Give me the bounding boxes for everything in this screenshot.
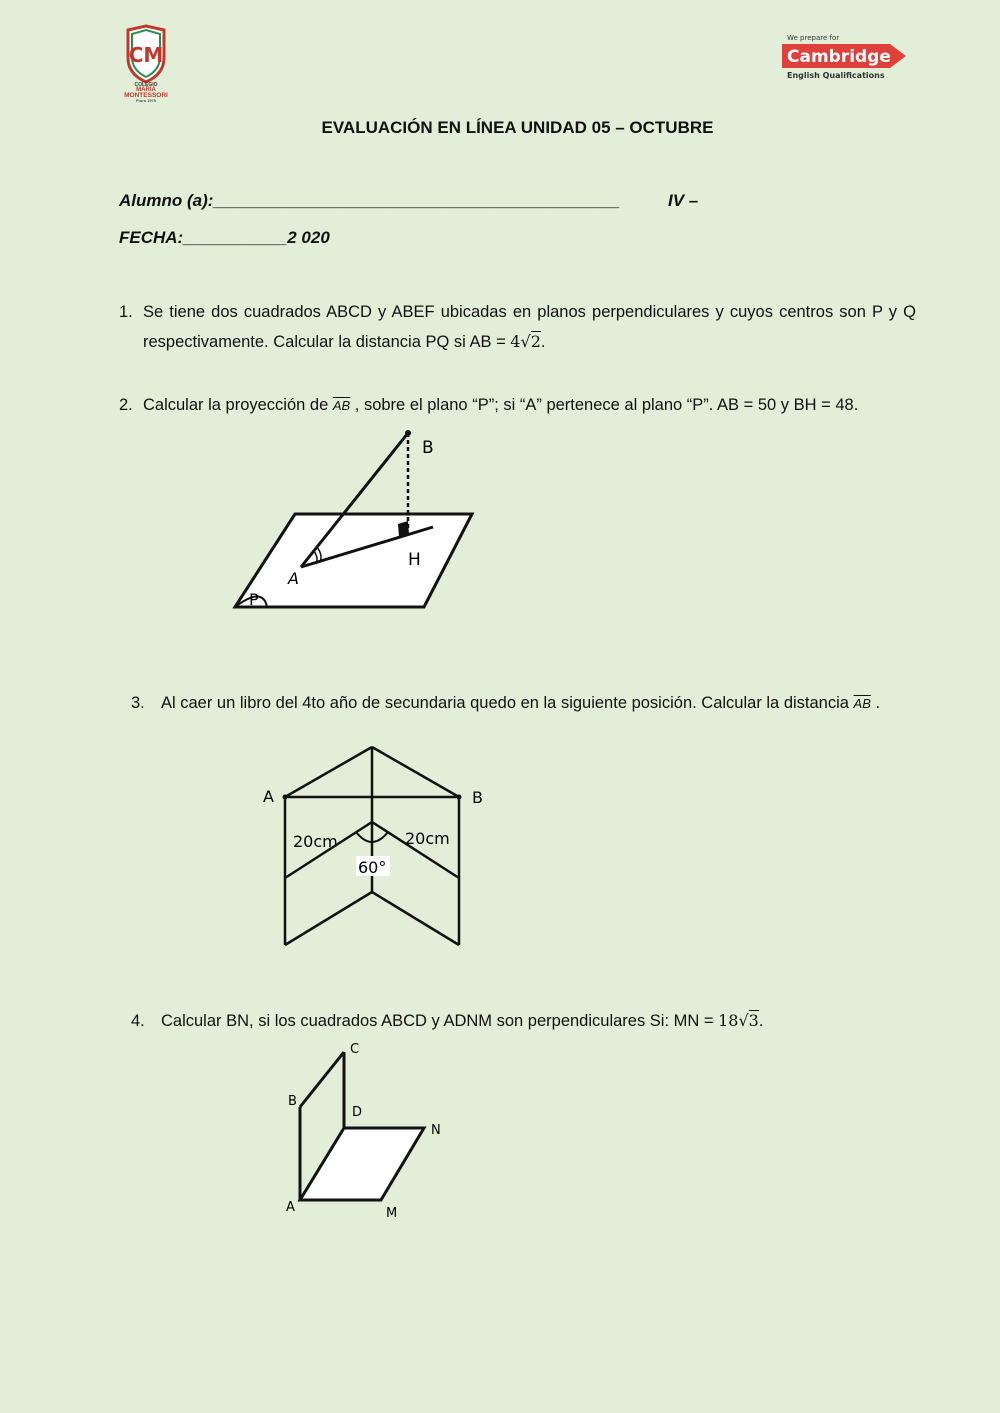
figure-2 — [220, 420, 500, 620]
svg-text:English Qualifications: English Qualifications — [787, 71, 885, 80]
svg-text:COLEGIO: COLEGIO — [134, 82, 158, 88]
label-right-length: 20cm — [405, 829, 450, 848]
question-2: 2. Calcular la proyección de $\overline{AB}$ , sobre el plano “P”; si “A” pertenece al plano “P”. AB = 50 y BH = 48. — [119, 396, 859, 414]
label-b: B — [288, 1094, 297, 1109]
question-3: 3. Al caer un libro del 4to año de secundaria quedo en la siguiente posición. Calcular la distancia $\overline{AB}$ . — [131, 694, 881, 712]
svg-text:MONTESSORI: MONTESSORI — [124, 92, 168, 99]
svg-text:Piura 1975: Piura 1975 — [135, 98, 157, 103]
label-left-length: 20cm — [293, 832, 338, 851]
grade-label: IV – — [668, 191, 699, 210]
date-blank: ___________ — [183, 228, 288, 247]
label-plane-p: P — [249, 590, 259, 609]
school-logo — [112, 24, 184, 104]
svg-text:We prepare for: We prepare for — [787, 34, 840, 42]
student-field: Alumno (a):___________________________________________ — [119, 191, 620, 210]
label-a: A — [286, 1200, 295, 1215]
label-angle: 60° — [358, 858, 387, 877]
label-a: A — [288, 569, 299, 588]
date-field: FECHA:___________2 020 — [119, 228, 330, 247]
logo-monogram: CM — [128, 43, 164, 67]
svg-text:Cambridge: Cambridge — [787, 47, 891, 67]
label-b: B — [472, 788, 483, 807]
label-h: H — [408, 550, 421, 570]
label-a: A — [263, 787, 274, 806]
label-b: B — [422, 438, 434, 458]
svg-text:MARIA: MARIA — [136, 87, 156, 93]
label-n: N — [431, 1123, 441, 1138]
figure-4 — [280, 1035, 450, 1225]
question-4: 4. Calcular BN, si los cuadrados ABCD y ADNM son perpendiculares Si: MN = 18√3. — [131, 1011, 764, 1030]
cambridge-logo — [778, 30, 910, 84]
page-title: EVALUACIÓN EN LÍNEA UNIDAD 05 – OCTUBRE — [321, 118, 714, 137]
student-blank: ___________________________________________ — [213, 191, 620, 210]
figure-3 — [255, 740, 495, 955]
label-c: C — [350, 1042, 360, 1057]
question-1: 1. Se tiene dos cuadrados ABCD y ABEF ubicadas en planos perpendiculares y cuyos centros son P y Q respectivamente. Calcular la distancia PQ si AB = 4√2. — [119, 303, 916, 351]
label-d: D — [352, 1105, 363, 1120]
label-m: M — [386, 1206, 398, 1221]
